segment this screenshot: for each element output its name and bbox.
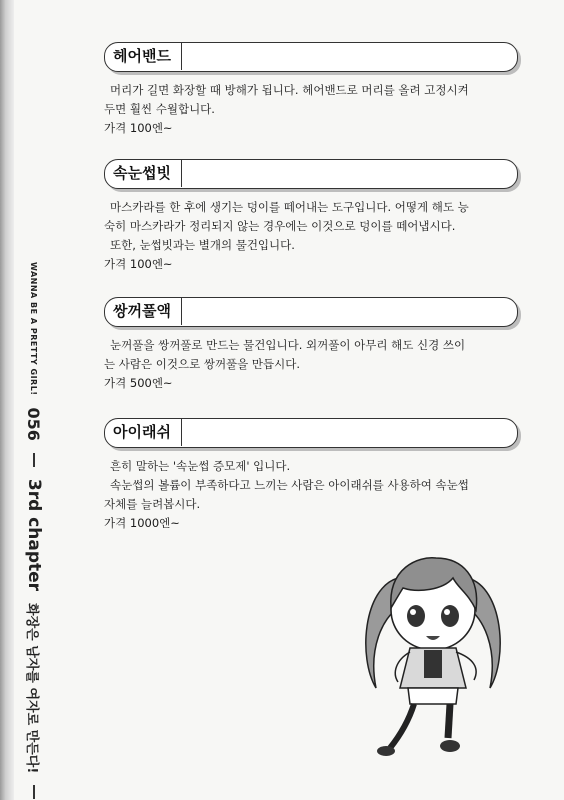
side-running-header — [24, 262, 44, 799]
body-line: 눈꺼풀을 쌍꺼풀로 만드는 물건입니다. 외꺼풀이 아무리 해도 신경 쓰이 — [110, 338, 466, 352]
section-hairband — [104, 42, 518, 138]
body-line: 머리가 길면 화장할 때 방해가 됩니다. 헤어밴드로 머리를 올려 고정시켜 — [110, 83, 469, 97]
body-line: 속눈썹의 볼륨이 부족하다고 느끼는 사람은 아이래쉬를 사용하여 속눈썹 — [110, 478, 469, 492]
section-body — [104, 81, 518, 138]
section-body — [104, 457, 518, 533]
price: 가격 1000엔~ — [104, 516, 180, 530]
section-eyelid-glue — [104, 297, 518, 393]
section-header-box — [104, 42, 518, 72]
body-line: 마스카라를 한 후에 생기는 덩이를 떼어내는 도구입니다. 어떻게 해도 능 — [110, 200, 469, 214]
series-title: WANNA BE A PRETTY GIRL! — [29, 262, 39, 396]
body-line: 또한, 눈썹빗과는 별개의 물건입니다. — [110, 238, 295, 252]
chapter-subtitle: 화장은 남자를 여자로 만든다! — [24, 603, 40, 774]
section-header-box — [104, 297, 518, 327]
section-title: 쌍꺼풀액 — [105, 297, 182, 325]
body-line: 자체를 늘려봅시다. — [104, 497, 201, 511]
page-number: 056 — [24, 407, 44, 441]
section-title: 헤어밴드 — [105, 42, 182, 70]
divider — [33, 785, 35, 799]
chibi-girl-illustration — [358, 548, 508, 763]
price: 가격 100엔~ — [104, 257, 173, 271]
body-line: 흔히 말하는 '속눈썹 증모제' 입니다. — [110, 459, 291, 473]
price: 가격 500엔~ — [104, 376, 173, 390]
body-line: 두면 훨씬 수월합니다. — [104, 102, 215, 116]
section-lash-comb — [104, 159, 518, 274]
section-eyelash-serum — [104, 418, 518, 533]
divider — [33, 453, 35, 467]
chapter-label: 3rd chapter — [24, 478, 44, 592]
section-title: 속눈썹빗 — [105, 159, 182, 187]
section-header-box — [104, 418, 518, 448]
price: 가격 100엔~ — [104, 121, 173, 135]
body-line: 는 사람은 이것으로 쌍꺼풀을 만듭시다. — [104, 357, 301, 371]
section-title: 아이래쉬 — [105, 418, 182, 446]
section-header-box — [104, 159, 518, 189]
section-body — [104, 198, 518, 274]
page-binding-shadow — [0, 0, 14, 800]
section-body — [104, 336, 518, 393]
body-line: 숙히 마스카라가 정리되지 않는 경우에는 이것으로 덩이를 떼어냅시다. — [104, 219, 456, 233]
